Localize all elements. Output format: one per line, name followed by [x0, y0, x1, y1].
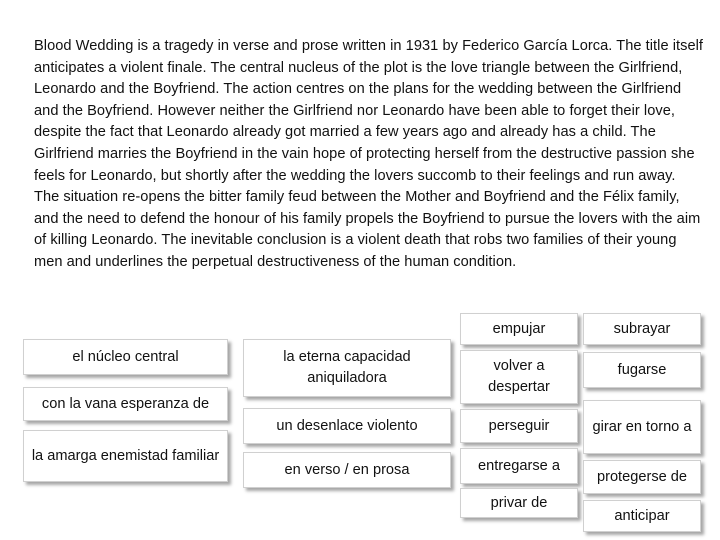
- phrase-card[interactable]: con la vana esperanza de: [23, 387, 228, 421]
- phrase-card[interactable]: la eterna capacidad aniquiladora: [243, 339, 451, 397]
- verb-card[interactable]: fugarse: [583, 352, 701, 388]
- passage-text: Blood Wedding is a tragedy in verse and prose written in 1931 by Federico García Lorca. The title itself anticipates a violent finale. The central nucleus of the plot is the love triangle between the Girlfriend, Leonardo and the Boyfriend. The action centres on the plans for the wedding between the Girlfriend and the Boyfriend. However neither the Girlfriend nor Leonardo have been able to forget their love, despite the fact that Leonardo already got married a few years ago and already has a child. The Girlfriend marries the Boyfriend in the vain hope of protecting herself from the destructive passion she feels for Leonardo, but shortly after the wedding the lovers succomb to their feelings and run away. The situation re-opens the bitter family feud between the Mother and Boyfriend and the Félix family, and the need to defend the honour of his family propels the Boyfriend to pursue the lovers with the aim of killing Leonardo. The inevitable conclusion is a violent death that robs two families of their young men and underlines the perpetual destructiveness of the human condition.: [34, 38, 704, 270]
- verb-card[interactable]: privar de: [460, 488, 578, 518]
- verb-card[interactable]: volver a despertar: [460, 350, 578, 404]
- verb-card[interactable]: entregarse a: [460, 448, 578, 484]
- verb-card[interactable]: empujar: [460, 313, 578, 345]
- verb-card[interactable]: perseguir: [460, 409, 578, 443]
- phrase-card[interactable]: la amarga enemistad familiar: [23, 430, 228, 482]
- phrase-card[interactable]: el núcleo central: [23, 339, 228, 375]
- verb-card[interactable]: girar en torno a: [583, 400, 701, 454]
- verb-card[interactable]: subrayar: [583, 313, 701, 345]
- phrase-card[interactable]: en verso / en prosa: [243, 452, 451, 488]
- phrase-card[interactable]: un desenlace violento: [243, 408, 451, 444]
- verb-card[interactable]: protegerse de: [583, 460, 701, 494]
- verb-card[interactable]: anticipar: [583, 500, 701, 532]
